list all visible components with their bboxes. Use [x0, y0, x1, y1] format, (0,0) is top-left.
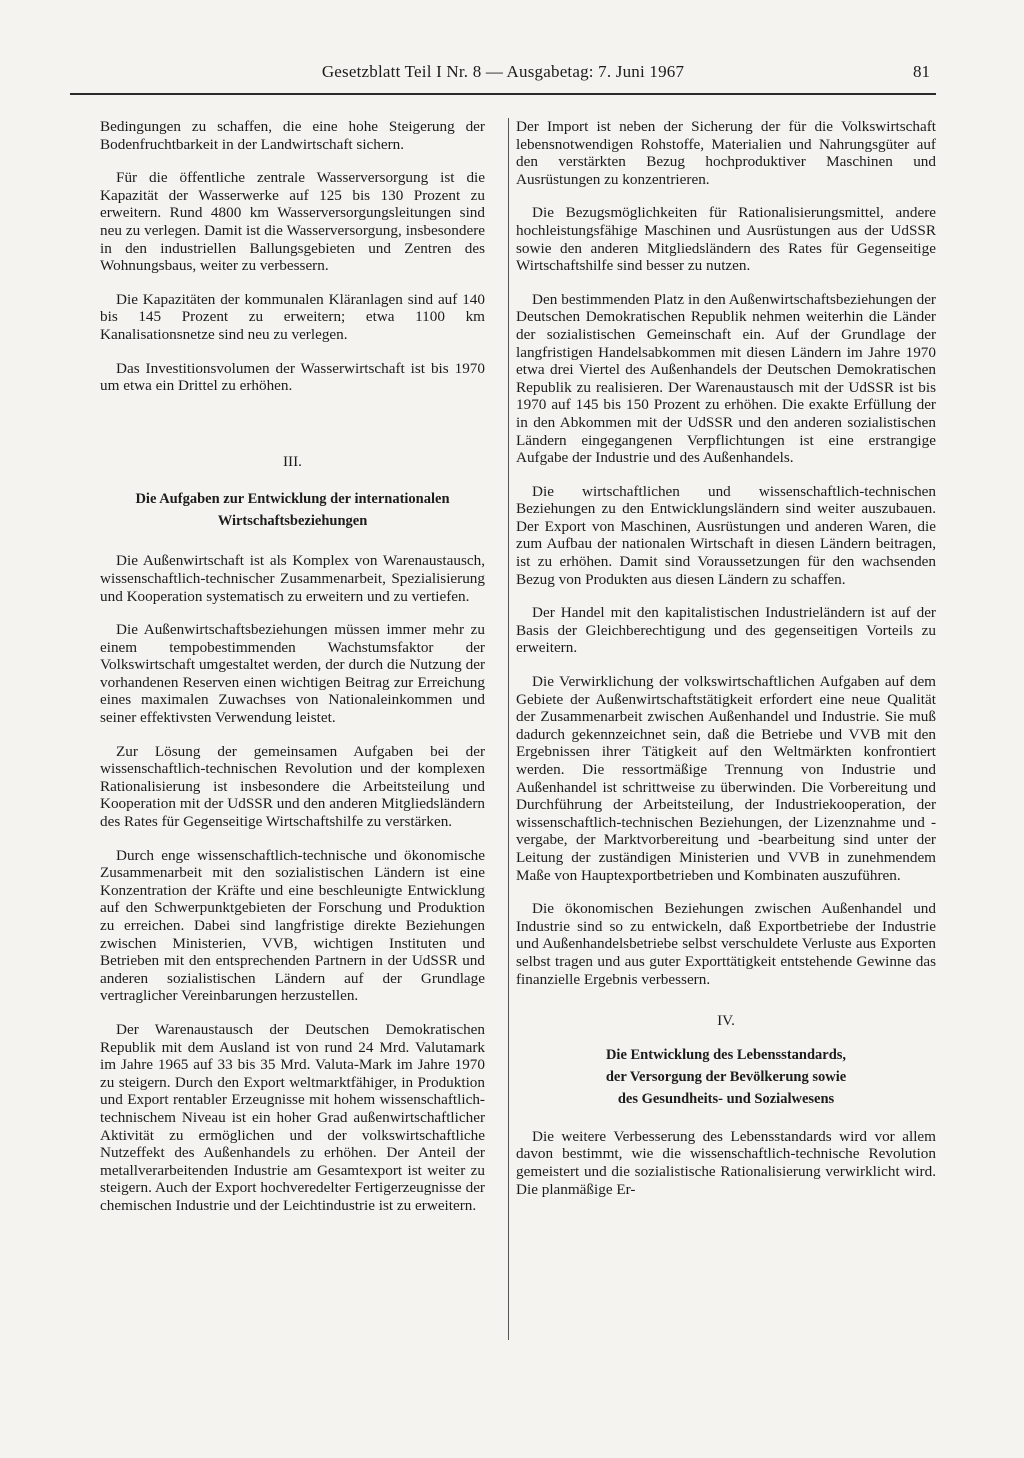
- paragraph: Die Bezugsmöglichkeiten für Rationalisierungsmittel, andere hochleistungsfähige Maschinen und Ausrüstungen aus der UdSSR sowie den anderen Mitgliedsländern des Rates für Gegenseitige Wirtschaftshilfe sind besser zu nutzen.: [516, 204, 936, 275]
- section-title-line: Wirtschaftsbeziehungen: [217, 513, 368, 530]
- paragraph: Die Außenwirtschaftsbeziehungen müssen immer mehr zu einem tempobestimmenden Wachstumsfaktor der Volkswirtschaft umgestaltet werden, der durch die Nutzung der vorhandenen Reserven einen wichtigen Beitrag zur Erreichung eines maximalen Zuwachses von Nationaleinkommen und seiner effektivsten Verwendung leistet.: [100, 621, 485, 727]
- paragraph: Für die öffentliche zentrale Wasserversorgung ist die Kapazität der Wasserwerke auf 125 bis 130 Prozent zu erweitern. Rund 4800 km Wasserversorgungsleitungen sind neu zu verlegen. Damit ist die Wasserversorgung, insbesondere in den industriellen Ballungsgebieten und Zentren des Wohnungsbaus, weiter zu verbessern.: [100, 169, 485, 275]
- header-title: Gesetzblatt Teil I Nr. 8 — Ausgabetag: 7. Juni 1967: [321, 62, 685, 81]
- paragraph: Die Kapazitäten der kommunalen Kläranlagen sind auf 140 bis 145 Prozent zu erweitern; etwa 1100 km Kanalisationsnetze sind neu zu verlegen.: [100, 290, 485, 343]
- paragraph: Der Import ist neben der Sicherung der für die Volkswirtschaft lebensnotwendigen Rohstoffe, Materialien und Nahrungsgüter auf den verstärkten Bezug hochproduktiver Maschinen und Ausrüstungen zu konzentrieren.: [516, 118, 936, 188]
- page-header: [70, 58, 936, 88]
- paragraph: Die wirtschaftlichen und wissenschaftlich-technischen Beziehungen zu den Entwicklungsländern sind weiter auszubauen. Der Export von Maschinen, Ausrüstungen und anderen Waren, die zum Aufbau der nationalen Wirtschaft in diesen Ländern beitragen, ist zu erhöhen. Damit sind Voraussetzungen für den wachsenden Bezug von Produkten aus diesen Ländern zu schaffen.: [516, 482, 936, 588]
- paragraph: Der Warenaustausch der Deutschen Demokratischen Republik mit dem Ausland ist von rund 24 Mrd. Valutamark im Jahre 1965 auf 33 bis 35 Mrd. Valuta-Mark im Jahre 1970 zu steigern. Durch den Export weltmarktfähiger, in Produktion und Export rentabler Erzeugnisse mit hohem wissenschaftlich-technischem Niveau ist ein hoher Grad außenwirtschaftlicher Aktivität zu ermöglichen und der volkswirtschaftliche Nutzeffekt des Außenhandels zu erhöhen. Der Anteil der metallverarbeitenden Industrie am Gesamtexport ist weiter zu steigern. Auch der Export hochveredelter Fertigerzeugnisse der chemischen Industrie und der Leichtindustrie ist zu erweitern.: [100, 1020, 485, 1214]
- paragraph: Die Außenwirtschaft ist als Komplex von Warenaustausch, wissenschaftlich-technischer Zusammenarbeit, Spezialisierung und Kooperation systematisch zu erweitern und zu vertiefen.: [100, 552, 485, 605]
- column-divider: [508, 118, 509, 1340]
- page-number: 81: [913, 62, 930, 81]
- paragraph: Durch enge wissenschaftlich-technische und ökonomische Zusammenarbeit mit den sozialistischen Ländern ist eine Konzentration der Kräfte und eine beschleunigte Entwicklung auf den Schwerpunktgebieten der Forschung und Produktion zu erreichen. Dabei sind langfristige direkte Beziehungen zwischen Ministerien, VVB, wichtigen Instituten und Betrieben mit den entsprechenden Partnern in der UdSSR und anderen sozialistischen Ländern auf der Grundlage vertraglicher Vereinbarungen herzustellen.: [100, 846, 485, 1005]
- section-number: IV.: [717, 1012, 735, 1030]
- section-title: [100, 488, 485, 532]
- paragraph: Den bestimmenden Platz in den Außenwirtschaftsbeziehungen der Deutschen Demokratischen Republik nehmen weiterhin die Länder der sozialistischen Gemeinschaft ein. Auf der Grundlage der langfristigen Handelsabkommen mit diesen Ländern im Jahre 1970 etwa drei Viertel des Außenhandels der Deutschen Demokratischen Republik zu realisieren. Der Warenaustausch mit der UdSSR ist bis 1970 auf 145 bis 150 Prozent zu erhöhen. Die exakte Erfüllung der in den Abkommen mit der UdSSR und den anderen sozialistischen Ländern eingegangenen Verpflichtungen ist eine erstrangige Aufgabe der Industrie und des Außenhandels.: [516, 290, 936, 467]
- section-title-line: Die Entwicklung des Lebensstandards,: [605, 1046, 847, 1063]
- paragraph: Zur Lösung der gemeinsamen Aufgaben bei der wissenschaftlich-technischen Revolution und der komplexen Rationalisierung ist insbesondere die Arbeitsteilung und Kooperation mit der UdSSR und den anderen Mitgliedsländern des Rates für Gegenseitige Wirtschaftshilfe zu verstärken.: [100, 742, 485, 831]
- header-rule: [70, 93, 936, 95]
- paragraph: Die weitere Verbesserung des Lebensstandards wird vor allem davon bestimmt, wie die wissenschaftlich-technische Revolution gemeistert und die sozialistische Rationalisierung verwirklicht wird. Die planmäßige Er-: [516, 1127, 936, 1198]
- paragraph: Die ökonomischen Beziehungen zwischen Außenhandel und Industrie sind so zu entwickeln, daß Exportbetriebe der Industrie und Außenhandelsbetriebe selbst verschuldete Verluste aus Exporten selbst tragen und aus guter Exporttätigkeit entstehende Gewinne das finanzielle Ergebnis verbessern.: [516, 900, 936, 988]
- paragraph: Der Handel mit den kapitalistischen Industrieländern ist auf der Basis der Gleichberechtigung und des gegenseitigen Vorteils zu erweitern.: [516, 604, 936, 657]
- section-title-line: der Versorgung der Bevölkerung sowie: [605, 1068, 847, 1085]
- paragraph: Das Investitionsvolumen der Wasserwirtschaft ist bis 1970 um etwa ein Drittel zu erhöhen.: [100, 359, 485, 395]
- paragraph: Die Verwirklichung der volkswirtschaftlichen Aufgaben auf dem Gebiete der Außenwirtschaftstätigkeit erfordert eine neue Qualität der Zusammenarbeit zwischen Außenhandel und Industrie. Sie muß dadurch gekennzeichnet sein, daß die Betriebe und VVB mit den Ergebnissen ihrer Tätigkeit auf den Weltmärkten konfrontiert werden. Die ressortmäßige Trennung von Industrie und Außenhandel ist schrittweise zu überwinden. Die Vorbereitung und Durchführung der Arbeitsteilung, der Industriekooperation, der wissenschaftlich-technischen Beziehungen, der Lizenznahme und -vergabe, der Marktvorbereitung und -bearbeitung sind unter der Leitung der zuständigen Ministerien und VVB in zunehmendem Maße von Hauptexportbetrieben und Kombinaten auszuführen.: [516, 673, 936, 884]
- section-title-line: des Gesundheits- und Sozialwesens: [617, 1090, 835, 1107]
- section-number: III.: [283, 452, 302, 470]
- left-column: [100, 118, 485, 1231]
- right-column: [516, 118, 936, 1214]
- paragraph: Bedingungen zu schaffen, die eine hohe Steigerung der Bodenfruchtbarkeit in der Landwirtschaft sichern.: [100, 118, 485, 153]
- section-title-line: Die Aufgaben zur Entwicklung der internationalen: [135, 491, 450, 508]
- section-title: [516, 1044, 936, 1110]
